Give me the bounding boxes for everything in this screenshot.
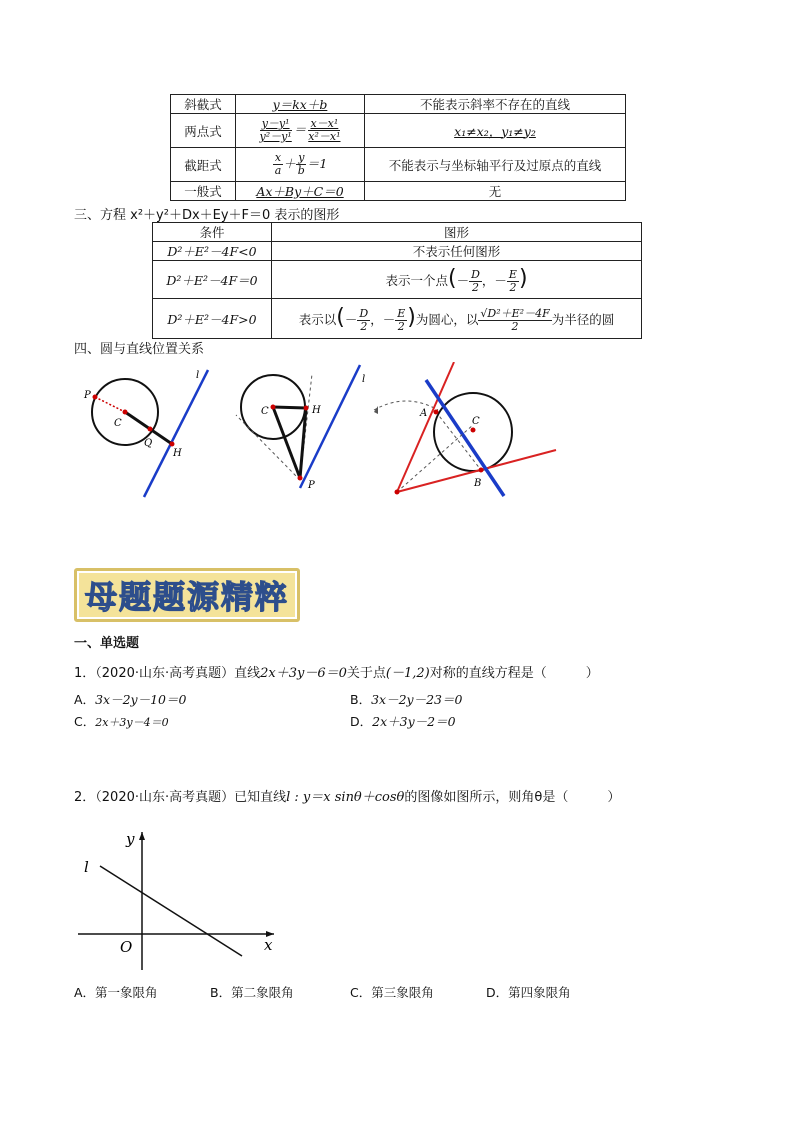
form-formula: Ax＋By＋C＝0 — [236, 182, 365, 201]
form-note: x₁≠x₂，y₁≠y₂ — [365, 114, 626, 148]
point-c — [271, 405, 276, 410]
fraction: $\frac{E}{2}$ — [508, 267, 517, 294]
question-1-option-a[interactable]: A．3x－2y－10＝0 — [74, 692, 187, 707]
condition-cell: D²＋E²－4F＝0 — [153, 261, 272, 299]
fraction: $\frac{\text{√D²＋E²－4F}}{2}$ — [480, 306, 550, 333]
fraction: $\frac{y}{b}$ — [297, 151, 305, 177]
line-forms-table — [170, 94, 626, 201]
line-l — [300, 365, 360, 488]
point-a — [434, 410, 439, 415]
label-origin: O — [120, 938, 133, 956]
circle-line-figure-2 — [228, 360, 378, 500]
question-2-option-c[interactable]: C．第三象限角 — [350, 985, 434, 1000]
section3-heading: 三、方程 x²＋y²＋Dx＋Ey＋F＝0 表示的图形 — [74, 208, 340, 223]
point-p — [298, 476, 303, 481]
label-b: B — [474, 478, 482, 489]
point-p — [93, 395, 98, 400]
fraction: $\frac{D}{2}$ — [359, 306, 369, 333]
part1-heading: 一、单选题 — [74, 636, 140, 651]
form-note: 无 — [365, 182, 626, 201]
label-l: l — [196, 370, 200, 381]
form-formula: y＝kx＋b — [236, 95, 365, 114]
arc-dash — [374, 401, 438, 410]
label-l: l — [84, 858, 89, 876]
form-name: 截距式 — [171, 148, 236, 182]
form-name: 两点式 — [171, 114, 236, 148]
figure-cell: 表示以(－ $\frac{D}{2}$ ，－ $\frac{E}{2}$ )为圆心，以 $\frac{\text{√D²＋E²－4F}}{2}$ 为半径的圆 — [272, 299, 642, 339]
point-q — [148, 427, 153, 432]
fraction: $\frac{x}{a}$ — [274, 151, 282, 177]
section-banner — [74, 568, 300, 622]
form-formula: $\frac{\text{y－y¹}}{\text{y²－y¹}}$ ＝ $\frac{\text{x－x¹}}{\text{x²－x¹}}$ — [236, 114, 365, 148]
form-name: 斜截式 — [171, 95, 236, 114]
banner-text: 母题题源精粹 — [84, 578, 289, 616]
label-p: P — [308, 480, 315, 491]
question-1-stem: 1．（2020·山东·高考真题）直线2x＋3y－6＝0关于点(－1,2)对称的直线方程是（ ） — [74, 666, 599, 681]
label-y: y — [126, 830, 135, 848]
fraction: $\frac{E}{2}$ — [397, 306, 406, 333]
question-2-graph — [74, 826, 294, 976]
condition-cell: D²＋E²－4F>0 — [153, 299, 272, 339]
form-note: 不能表示斜率不存在的直线 — [365, 95, 626, 114]
question-1-option-c[interactable]: C．2x＋3y－4＝0 — [74, 714, 169, 729]
point-b — [479, 468, 484, 473]
fraction: $\frac{\text{x－x¹}}{\text{x²－x¹}}$ — [308, 117, 341, 143]
condition-cell: D²＋E²－4F<0 — [153, 242, 272, 261]
label-h: H — [173, 448, 182, 459]
col-header-figure: 图形 — [272, 223, 642, 242]
circle-line-figure-3 — [366, 362, 566, 502]
question-2-option-d[interactable]: D．第四象限角 — [486, 985, 571, 1000]
figure-cell: 表示一个点(－ $\frac{D}{2}$ ，－ $\frac{E}{2}$ ) — [272, 261, 642, 299]
point-h — [170, 442, 175, 447]
segment-cp — [273, 407, 300, 478]
circle-equation-table — [152, 222, 642, 339]
label-c: C — [472, 416, 480, 427]
form-name: 一般式 — [171, 182, 236, 201]
question-2-stem: 2．（2020·山东·高考真题）已知直线l : y＝x sinθ＋cosθ的图像如图所示，则角θ是（ ） — [74, 790, 621, 805]
label-l: l — [362, 374, 366, 385]
question-2-option-b[interactable]: B．第二象限角 — [210, 985, 294, 1000]
segment-ch — [273, 407, 306, 408]
section4-heading: 四、圆与直线位置关系 — [74, 342, 205, 357]
label-q: Q — [144, 438, 153, 449]
y-axis-arrow — [139, 832, 145, 840]
fraction: $\frac{D}{2}$ — [471, 267, 480, 294]
point-c — [471, 428, 476, 433]
fraction: $\frac{\text{y－y¹}}{\text{y²－y¹}}$ — [259, 117, 292, 143]
dotted-segment — [95, 397, 125, 412]
point-h — [304, 406, 309, 411]
point-external — [395, 490, 400, 495]
figure-cell: 不表示任何图形 — [272, 242, 642, 261]
label-h: H — [312, 405, 321, 416]
form-formula: $\frac{x}{a}$ ＋ $\frac{y}{b}$ ＝1 — [236, 148, 365, 182]
label-p: P — [84, 390, 91, 401]
question-1-option-b[interactable]: B．3x－2y－23＝0 — [350, 692, 463, 707]
point-c — [123, 410, 128, 415]
label-x: x — [264, 936, 273, 954]
label-a: A — [420, 408, 428, 419]
line-l — [144, 370, 208, 497]
question-2-option-a[interactable]: A．第一象限角 — [74, 985, 158, 1000]
form-note: 不能表示与坐标轴平行及过原点的直线 — [365, 148, 626, 182]
label-c: C — [114, 418, 122, 429]
col-header-condition: 条件 — [153, 223, 272, 242]
circle-line-figure-1 — [78, 360, 218, 500]
question-1-option-d[interactable]: D．2x＋3y－2＝0 — [350, 714, 456, 729]
label-c: C — [261, 406, 269, 417]
